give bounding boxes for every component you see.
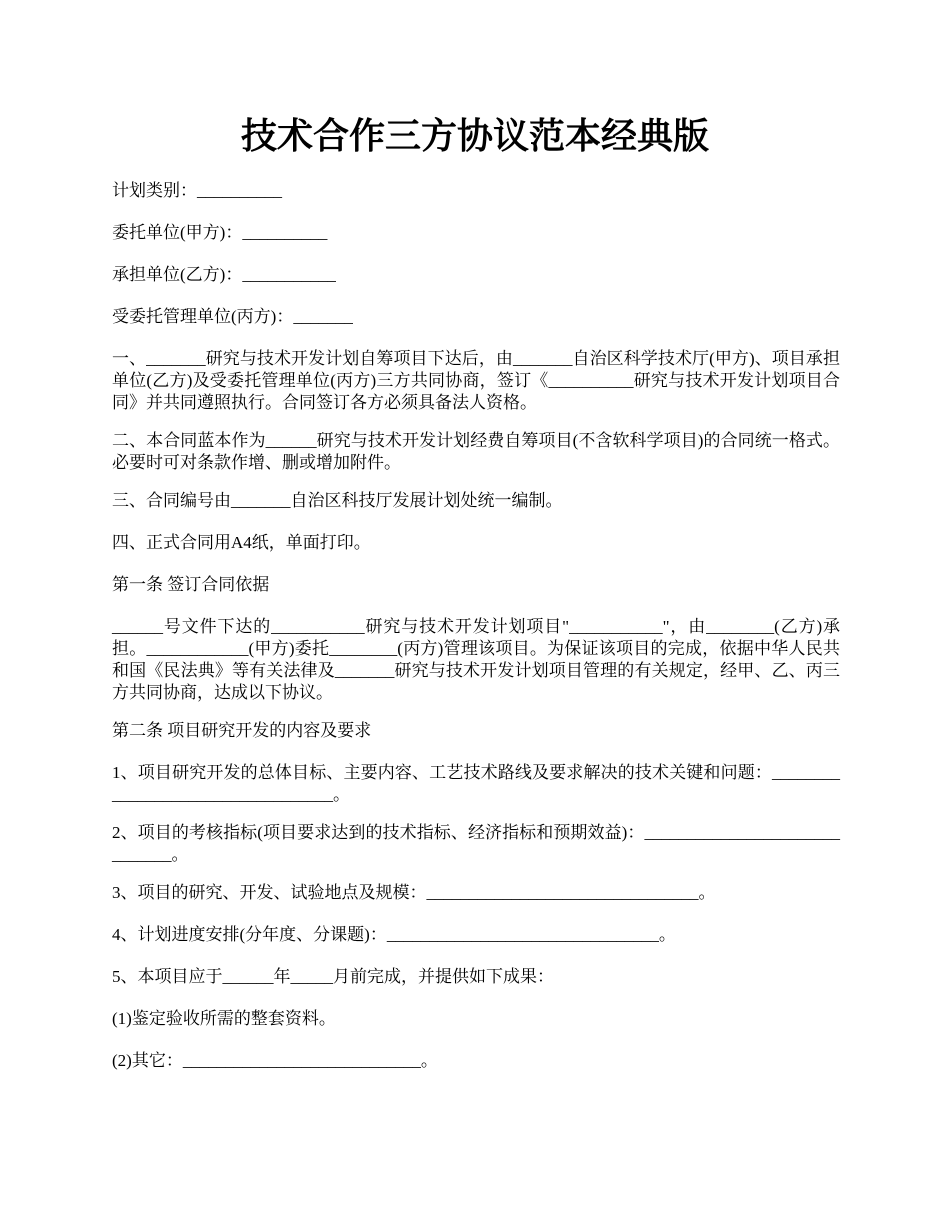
field-party-b: 承担单位(乙方)：___________ [112,265,336,284]
field-party-c: 受委托管理单位(丙方)：_______ [112,307,353,326]
document-body [112,180,840,1092]
article-2-item: 3、项目的研究、开发、试验地点及规模：________________________________。 [112,883,716,902]
intro-paragraph: 四、正式合同用A4纸，单面打印。 [112,533,371,552]
document-title: 技术合作三方协议范本经典版 [240,116,709,156]
intro-paragraph: 三、合同编号由_______自治区科技厅发展计划处统一编制。 [112,491,563,510]
field-plan-category: 计划类别：__________ [112,181,282,200]
article-2-heading: 第二条 项目研究开发的内容及要求 [112,721,372,740]
article-2-item: 1、项目研究开发的总体目标、主要内容、工艺技术路线及要求解决的技术关键和问题：__________________________________。 [112,763,840,804]
article-2-item: (2)其它：____________________________。 [112,1051,438,1070]
article-2-item: 2、项目的考核指标(项目要求达到的技术指标、经济指标和预期效益)：______________________________。 [112,823,840,864]
intro-paragraph: 二、本合同蓝本作为______研究与技术开发计划经费自筹项目(不含软科学项目)的合同统一格式。必要时可对条款作增、删或增加附件。 [112,431,840,472]
field-party-a: 委托单位(甲方)：__________ [112,223,328,242]
article-2-item: 5、本项目应于______年_____月前完成，并提供如下成果： [112,967,554,986]
article-2-item: 4、计划进度安排(分年度、分课题)：________________________________。 [112,925,676,944]
article-1-body: ______号文件下达的___________研究与技术开发计划项目"___________"，由________(乙方)承担。____________(甲方)委托________(丙方)管理该项目。为保证该项目的完成，依据中华人民共和国《民法典》等有关法律及_______研究与技术开发计划项目管理的有关规定，经甲、乙、丙三方共同协商，达成以下协议。 [112,617,840,702]
intro-paragraph: 一、_______研究与技术开发计划自筹项目下达后，由_______自治区科学技术厅(甲方)、项目承担单位(乙方)及受委托管理单位(丙方)三方共同协商，签订《__________研究与技术开发计划项目合同》并共同遵照执行。合同签订各方必须具备法人资格。 [112,349,840,412]
article-2-item: (1)鉴定验收所需的整套资料。 [112,1009,336,1028]
article-1-heading: 第一条 签订合同依据 [112,575,270,594]
